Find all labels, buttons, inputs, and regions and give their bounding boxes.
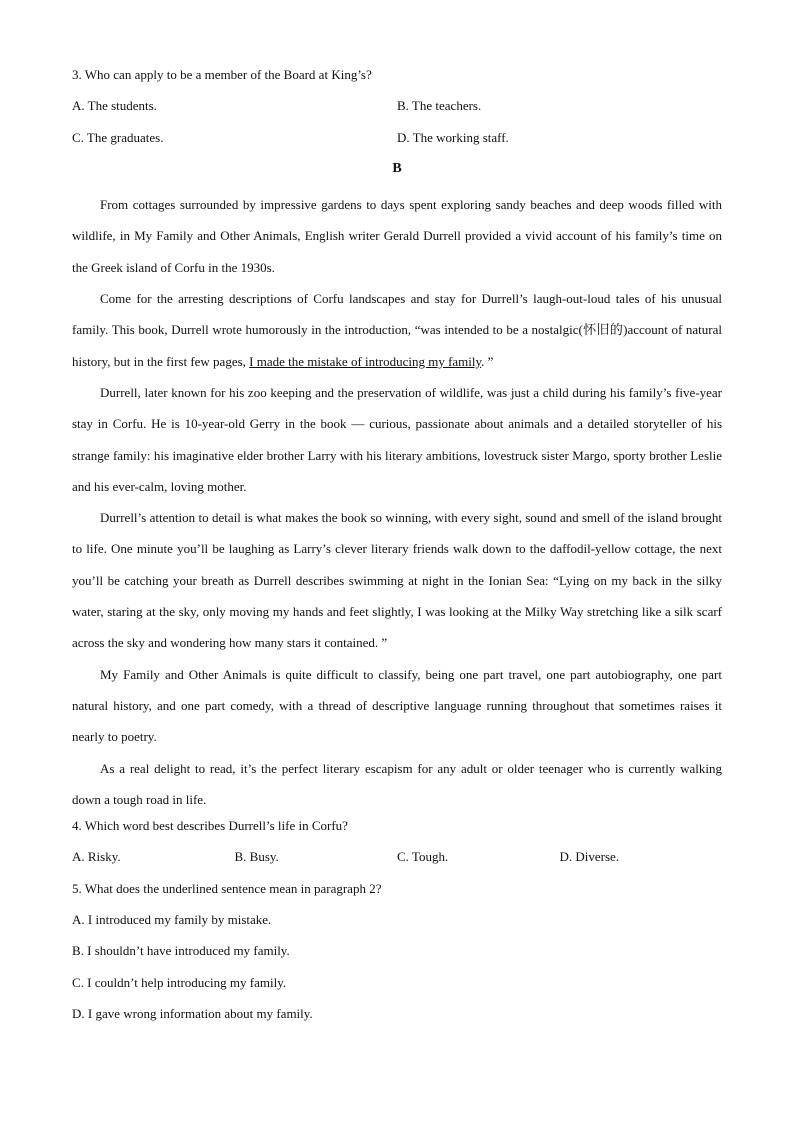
question-3-options-row-1: [72, 95, 722, 126]
question-4-options-row: [72, 846, 722, 877]
question-3-options-row-2: [72, 127, 722, 158]
question-4-stem: 4. Which word best describes Durrell’s life in Corfu?: [72, 818, 348, 834]
exam-page: [72, 64, 722, 1034]
question-3-option-b: B. The teachers.: [397, 98, 482, 114]
question-3-stem: 3. Who can apply to be a member of the Board at King’s?: [72, 67, 372, 82]
passage-paragraph-5: My Family and Other Animals is quite difficult to classify, being one part travel, one part autobiography, one part natural history, and one part comedy, with a thread of descriptive language running throughout that sometimes raises it nearly to poetry.: [72, 666, 722, 745]
question-4-option-c: C. Tough.: [397, 849, 449, 865]
question-3-option-a: A. The students.: [72, 98, 157, 114]
passage-paragraph-1: From cottages surrounded by impressive gardens to days spent exploring sandy beaches and deep woods filled with wildlife, in My Family and Other Animals, English writer Gerald Durrell provided a vivid account of his family’s time on the Greek island of Corfu in the 1930s.: [72, 197, 722, 275]
question-4-option-d: D. Diverse.: [559, 849, 620, 865]
passage-paragraph-2: [72, 283, 722, 377]
section-b-title: B: [392, 160, 402, 176]
underlined-sentence: I made the mistake of introducing my family: [249, 353, 482, 369]
passage-paragraph-3: Durrell, later known for his zoo keeping and the preservation of wildlife, was just a child during his family’s five-year stay in Corfu. He is 10-year-old Gerry in the book — curious, passionate about animals and a detailed storyteller of his strange family: his imaginative elder brother Larry with his literary ambitions, lovestruck sister Margo, sporty brother Leslie and his ever-calm, loving mother.: [72, 384, 722, 494]
question-5-stem: 5. What does the underlined sentence mean in paragraph 2?: [72, 880, 382, 896]
paragraph-2-text-before: Come for the arresting descriptions of Corfu landscapes and stay for Durrell’s laugh-out-loud tales of his unusual family. This book, Durrell wrote humorously in the introduction, “was intended to be a nostalgic(怀旧的)account of natural history, but in the first few pages,: [72, 291, 722, 369]
paragraph-2-text-after: . ”: [481, 353, 494, 369]
question-3-option-c: C. The graduates.: [72, 129, 164, 145]
question-5-option-a: A. I introduced my family by mistake.: [72, 912, 272, 928]
question-3-option-d: D. The working staff.: [397, 129, 509, 145]
question-4-option-b: B. Busy.: [234, 849, 279, 865]
question-5-option-d: D. I gave wrong information about my family.: [72, 1005, 313, 1021]
passage-paragraph-6: As a real delight to read, it’s the perfect literary escapism for any adult or older teenager who is currently walking down a tough road in life.: [72, 760, 722, 807]
passage-paragraph-4: Durrell’s attention to detail is what makes the book so winning, with every sight, sound and smell of the island brought to life. One minute you’ll be laughing as Larry’s clever literary friends walk down to the daffodil-yellow cottage, the next you’ll be catching your breath as Durrell describes swimming at night in the Ionian Sea: “Lying on my back in the silky water, staring at the sky, only moving my hands and feet slightly, I was looking at the Milky Way stretching like a silk scarf across the sky and wondering how many stars it contained. ”: [72, 510, 722, 651]
question-4-option-a: A. Risky.: [72, 849, 121, 865]
question-5-option-c: C. I couldn’t help introducing my family.: [72, 974, 287, 990]
question-5-option-b: B. I shouldn’t have introduced my family.: [72, 943, 290, 959]
